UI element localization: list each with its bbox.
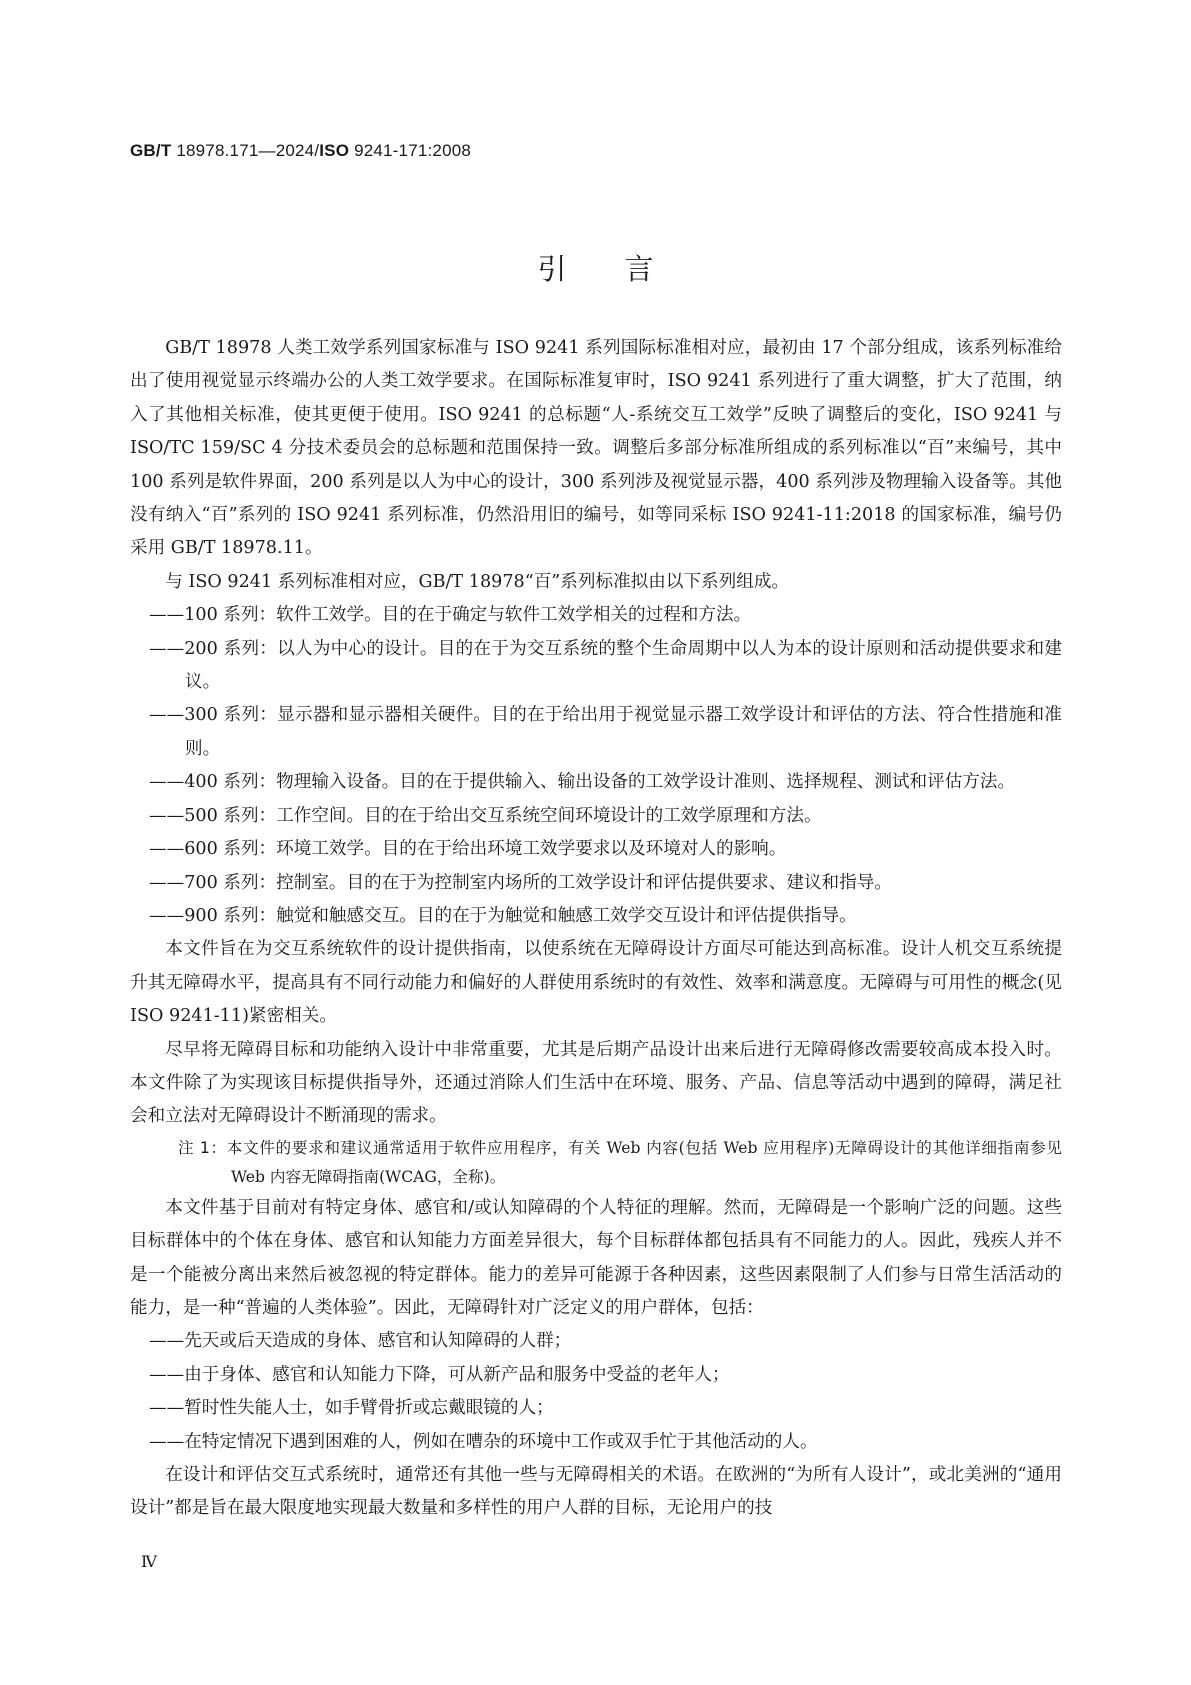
series-item: ——100 系列：软件工效学。目的在于确定与软件工效学相关的过程和方法。 — [149, 605, 752, 626]
user-group-item: ——暂时性失能人士，如手臂骨折或忘戴眼镜的人； — [149, 1398, 554, 1419]
series-item: ——900 系列：触觉和触感交互。目的在于为触觉和触感工效学交互设计和评估提供指导。 — [149, 905, 857, 926]
purpose-paragraph: 本文件旨在为交互系统软件的设计提供指南，以使系统在无障碍设计方面尽可能达到高标准。设计人机交互系统提升其无障碍水平，提高具有不同行动能力和偏好的人群使用系统时的有效性、效率和满意度。无障碍与可用性的概念(见 ISO 9241-11)紧密相关。 — [130, 939, 1062, 1027]
page-title: 引言 — [537, 252, 712, 286]
terms-paragraph: 在设计和评估交互式系统时，通常还有其他一些与无障碍相关的术语。在欧洲的“为所有人设计”，或北美洲的“通用设计”都是旨在最大限度地实现最大数量和多样性的用户人群的目标，无论用户的技 — [130, 1465, 1062, 1519]
understanding-paragraph: 本文件基于目前对有特定身体、感官和/或认知障碍的个人特征的理解。然而，无障碍是一个影响广泛的问题。这些目标群体中的个体在身体、感官和认知能力方面差异很大，每个目标群体都包括具有不同能力的人。因此，残疾人并不是一个能被分离出来然后被忽视的特定群体。能力的差异可能源于各种因素，这些因素限制了人们参与日常生活活动的能力，是一种“普遍的人类体验”。因此，无障碍针对广泛定义的用户群体，包括： — [130, 1197, 1062, 1318]
header-gb-number: 18978.171—2024/ — [171, 141, 320, 160]
header-iso-prefix: ISO — [319, 141, 350, 160]
series-item: ——200 系列：以人为中心的设计。目的在于为交互系统的整个生命周期中以人为本的设计原则和活动提供要求和建议。 — [149, 638, 1062, 693]
header-gb-prefix: GB/T — [130, 141, 172, 160]
header-iso-number: 9241-171:2008 — [349, 141, 472, 160]
series-lead-paragraph: 与 ISO 9241 系列标准相对应，GB/T 18978“百”系列标准拟由以下系列组成。 — [165, 571, 790, 592]
note-text: 本文件的要求和建议通常适用于软件应用程序，有关 Web 内容(包括 Web 应用程序)无障碍设计的其他详细指南参见 Web 内容无障碍指南(WCAG，全称)。 — [226, 1138, 1062, 1186]
user-group-item: ——先天或后天造成的身体、感官和认知障碍的人群； — [149, 1331, 572, 1352]
series-item: ——400 系列：物理输入设备。目的在于提供输入、输出设备的工效学设计准则、选择规程、测试和评估方法。 — [149, 772, 1016, 793]
series-item: ——300 系列：显示器和显示器相关硬件。目的在于给出用于视觉显示器工效学设计和评估的方法、符合性措施和准则。 — [149, 705, 1062, 759]
series-item: ——600 系列：环境工效学。目的在于给出环境工效学要求以及环境对人的影响。 — [149, 839, 787, 860]
page-number: Ⅳ — [141, 1554, 157, 1571]
note-label: 注 1： — [178, 1138, 227, 1157]
document-body — [130, 332, 1062, 1526]
intro-paragraph: GB/T 18978 人类工效学系列国家标准与 ISO 9241 系列国际标准相对应，最初由 17 个部分组成，该系列标准给出了使用视觉显示终端办公的人类工效学要求。在国际标准复审时，ISO 9241 系列进行了重大调整，扩大了范围，纳入了其他相关标准，使其更便于使用。ISO 9241 的总标题“人-系统交互工效学”反映了调整后的变化，ISO 9241 与 ISO/TC 159/SC 4 分技术委员会的总标题和范围保持一致。调整后多部分标准所组成的系列标准以“百”来编号，其中 100 系列是软件界面，200 系列是以人为中心的设计，300 系列涉及视觉显示器，400 系列涉及物理输入设备等。其他没有纳入“百”系列的 ISO 9241 系列标准，仍然沿用旧的编号，如等同采标 ISO 9241-11:2018 的国家标准，编号仍采用 GB/T 18978.11。 — [130, 338, 1062, 559]
series-item: ——500 系列：工作空间。目的在于给出交互系统空间环境设计的工效学原理和方法。 — [149, 805, 822, 826]
note-1 — [130, 1134, 1062, 1192]
document-header — [130, 141, 471, 161]
early-design-paragraph: 尽早将无障碍目标和功能纳入设计中非常重要，尤其是后期产品设计出来后进行无障碍修改需要较高成本投入时。本文件除了为实现该目标提供指导外，还通过消除人们生活中在环境、服务、产品、信息等活动中遇到的障碍，满足社会和立法对无障碍设计不断涌现的需求。 — [130, 1039, 1062, 1127]
user-group-item: ——由于身体、感官和认知能力下降，可从新产品和服务中受益的老年人； — [149, 1364, 730, 1385]
user-group-item: ——在特定情况下遇到困难的人，例如在嘈杂的环境中工作或双手忙于其他活动的人。 — [149, 1431, 818, 1452]
series-item: ——700 系列：控制室。目的在于为控制室内场所的工效学设计和评估提供要求、建议和指导。 — [149, 872, 892, 893]
